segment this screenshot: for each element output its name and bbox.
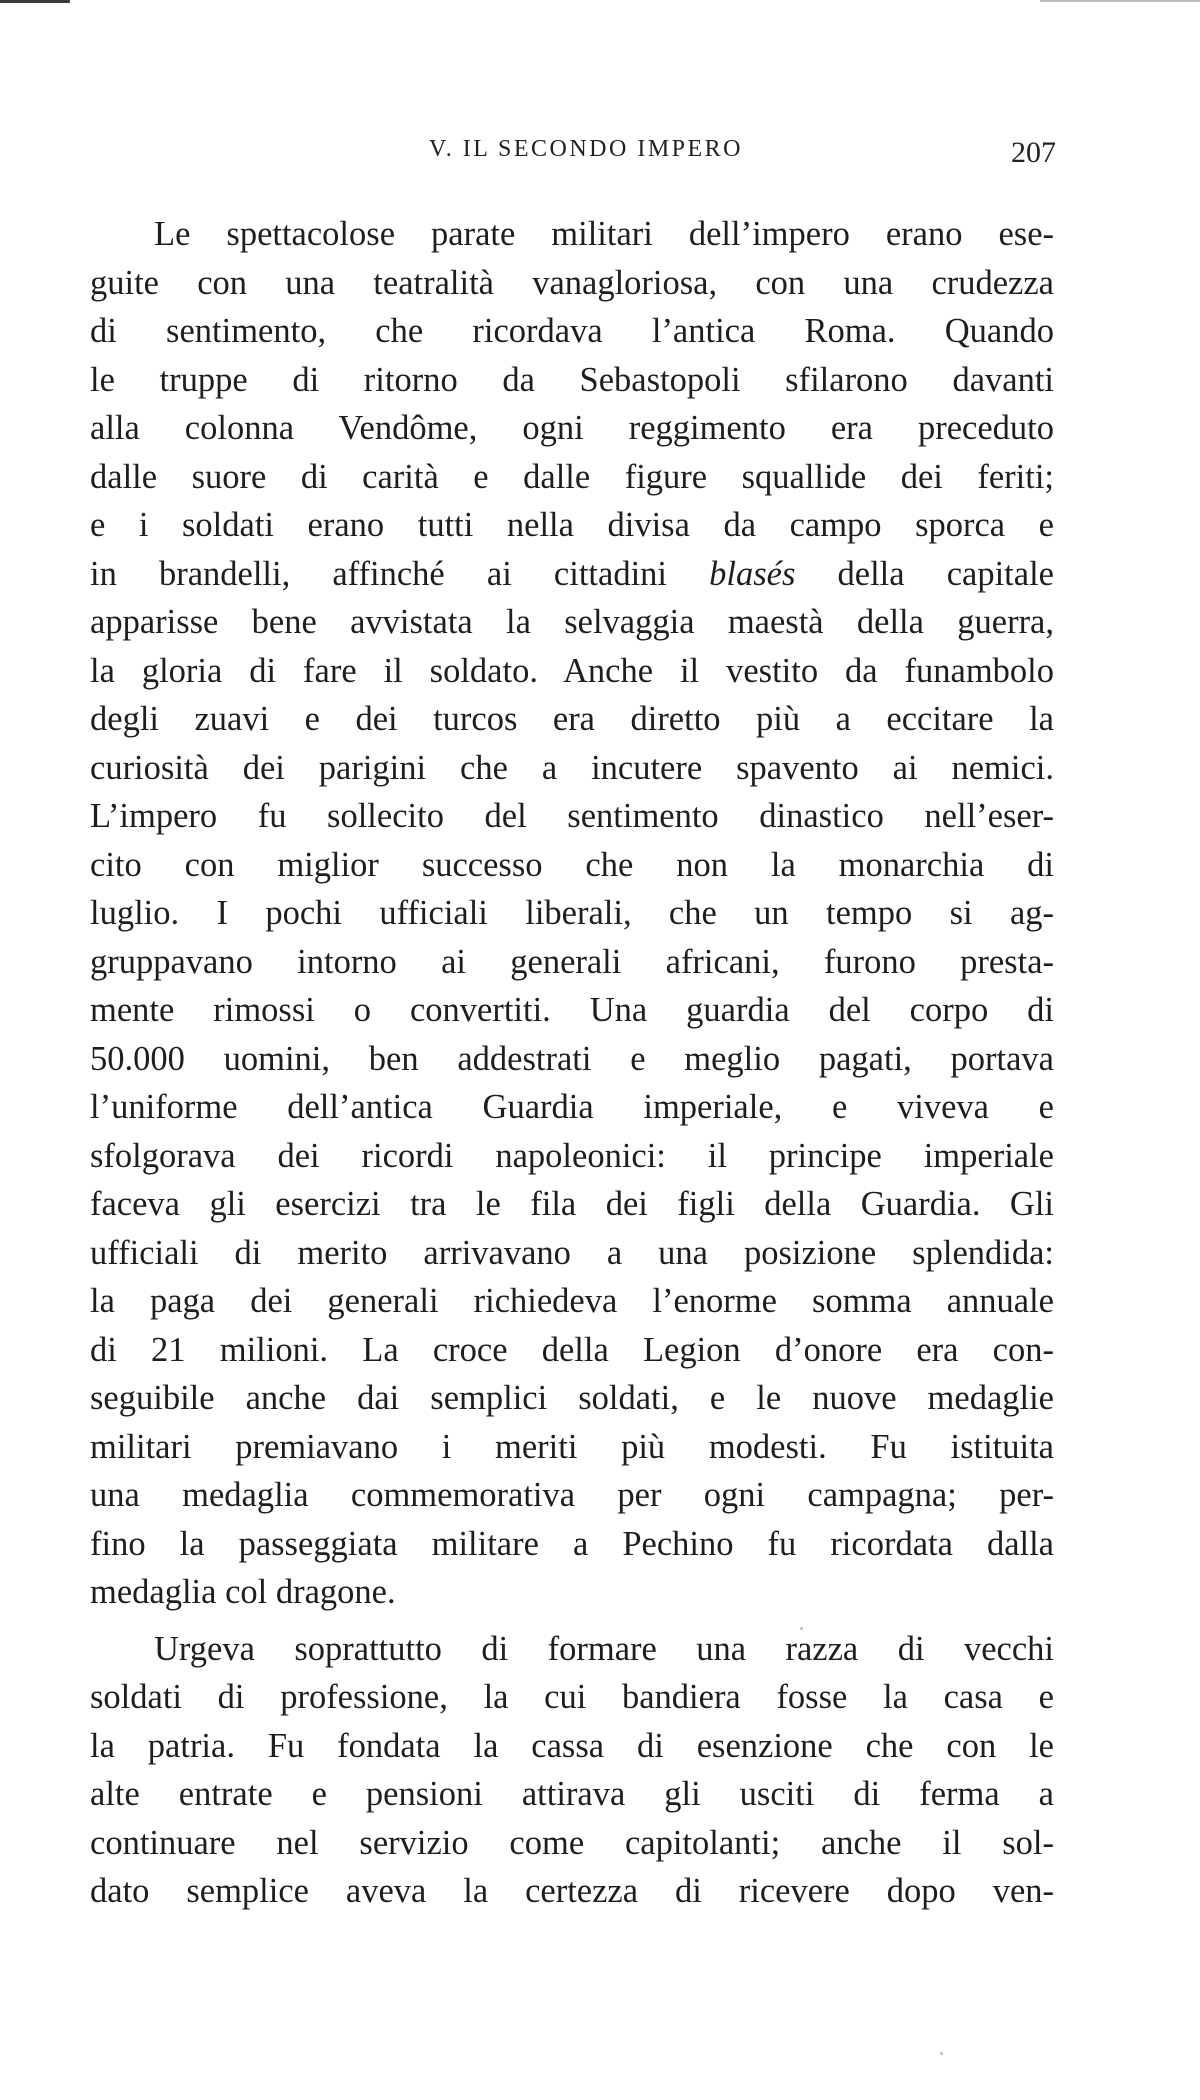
text-line: cito con miglior successo che non la monarchia di: [90, 845, 1054, 884]
paragraph-1: [90, 210, 1054, 1617]
text-line: sfolgorava dei ricordi napoleonici: il principe imperiale: [90, 1136, 1054, 1175]
text-line: apparisse bene avvistata la selvaggia maestà della guerra,: [90, 603, 1054, 641]
text-line: di 21 milioni. La croce della Legion d’onore era con-: [90, 1330, 1054, 1369]
body-text: [90, 210, 1054, 1916]
text-line: l’uniforme dell’antica Guardia imperiale, e viveva e: [90, 1088, 1054, 1126]
page-header: [86, 136, 1086, 176]
text-line: curiosità dei parigini che a incutere spavento ai nemici.: [90, 748, 1054, 787]
text-line: e i soldati erano tutti nella divisa da campo sporca e: [90, 506, 1054, 544]
text-line: 50.000 uomini, ben addestrati e meglio pagati, portava: [90, 1039, 1054, 1078]
text-line: una medaglia commemorativa per ogni campagna; per-: [90, 1476, 1054, 1514]
text-line: ufficiali di merito arrivavano a una posizione splendida:: [90, 1233, 1054, 1272]
running-head: V. IL SECONDO IMPERO: [428, 136, 744, 162]
scan-corner-mark: [0, 0, 70, 15]
text-line: dalle suore di carità e dalle figure squallide dei feriti;: [90, 457, 1054, 496]
text-line: soldati di professione, la cui bandiera fosse la casa e: [90, 1678, 1054, 1716]
text-line: militari premiavano i meriti più modesti. Fu istituita: [90, 1427, 1054, 1466]
text-line: continuare nel servizio come capitolanti; anche il sol-: [90, 1823, 1054, 1862]
text-line: Le spettacolose parate militari dell’impero erano ese-: [154, 215, 1054, 253]
text-line: fino la passeggiata militare a Pechino fu ricordata dalla: [90, 1524, 1054, 1563]
text-line: dato semplice aveva la certezza di ricevere dopo ven-: [90, 1872, 1054, 1910]
scan-top-rule: [1040, 0, 1200, 2]
page-number: 207: [1011, 136, 1056, 169]
text-line: in brandelli, affinché ai cittadini blasés della capitale: [90, 554, 1054, 593]
text-line: seguibile anche dai semplici soldati, e le nuove medaglie: [90, 1379, 1054, 1417]
text-line: alte entrate e pensioni attirava gli usciti di ferma a: [90, 1775, 1054, 1813]
text-line: Urgeva soprattutto di formare una razza di vecchi: [154, 1629, 1054, 1668]
italic-word: blasés: [709, 554, 796, 593]
text-line: faceva gli esercizi tra le fila dei figli della Guardia. Gli: [90, 1185, 1054, 1223]
scan-speck: [800, 1627, 803, 1630]
scan-speck: [940, 2052, 943, 2055]
text-line: luglio. I pochi ufficiali liberali, che un tempo si ag-: [90, 894, 1054, 932]
text-line: la gloria di fare il soldato. Anche il vestito da funambolo: [90, 651, 1054, 690]
text-line: la patria. Fu fondata la cassa di esenzione che con le: [90, 1726, 1054, 1765]
paragraph-2: [90, 1625, 1054, 1916]
text-line: le truppe di ritorno da Sebastopoli sfilarono davanti: [90, 360, 1054, 399]
text-line: degli zuavi e dei turcos era diretto più a eccitare la: [90, 700, 1054, 738]
text-line: guite con una teatralità vanagloriosa, con una crudezza: [90, 263, 1054, 302]
text-line: mente rimossi o convertiti. Una guardia del corpo di: [90, 991, 1054, 1029]
text-line: di sentimento, che ricordava l’antica Roma. Quando: [90, 312, 1054, 350]
text-line: la paga dei generali richiedeva l’enorme somma annuale: [90, 1282, 1054, 1320]
text-line: L’impero fu sollecito del sentimento dinastico nell’eser-: [90, 797, 1054, 835]
text-line: medaglia col dragone.: [90, 1573, 396, 1611]
paragraph-gap: [90, 1617, 1054, 1625]
text-line: gruppavano intorno ai generali africani, furono presta-: [90, 942, 1054, 981]
text-line: alla colonna Vendôme, ogni reggimento era preceduto: [90, 409, 1054, 447]
